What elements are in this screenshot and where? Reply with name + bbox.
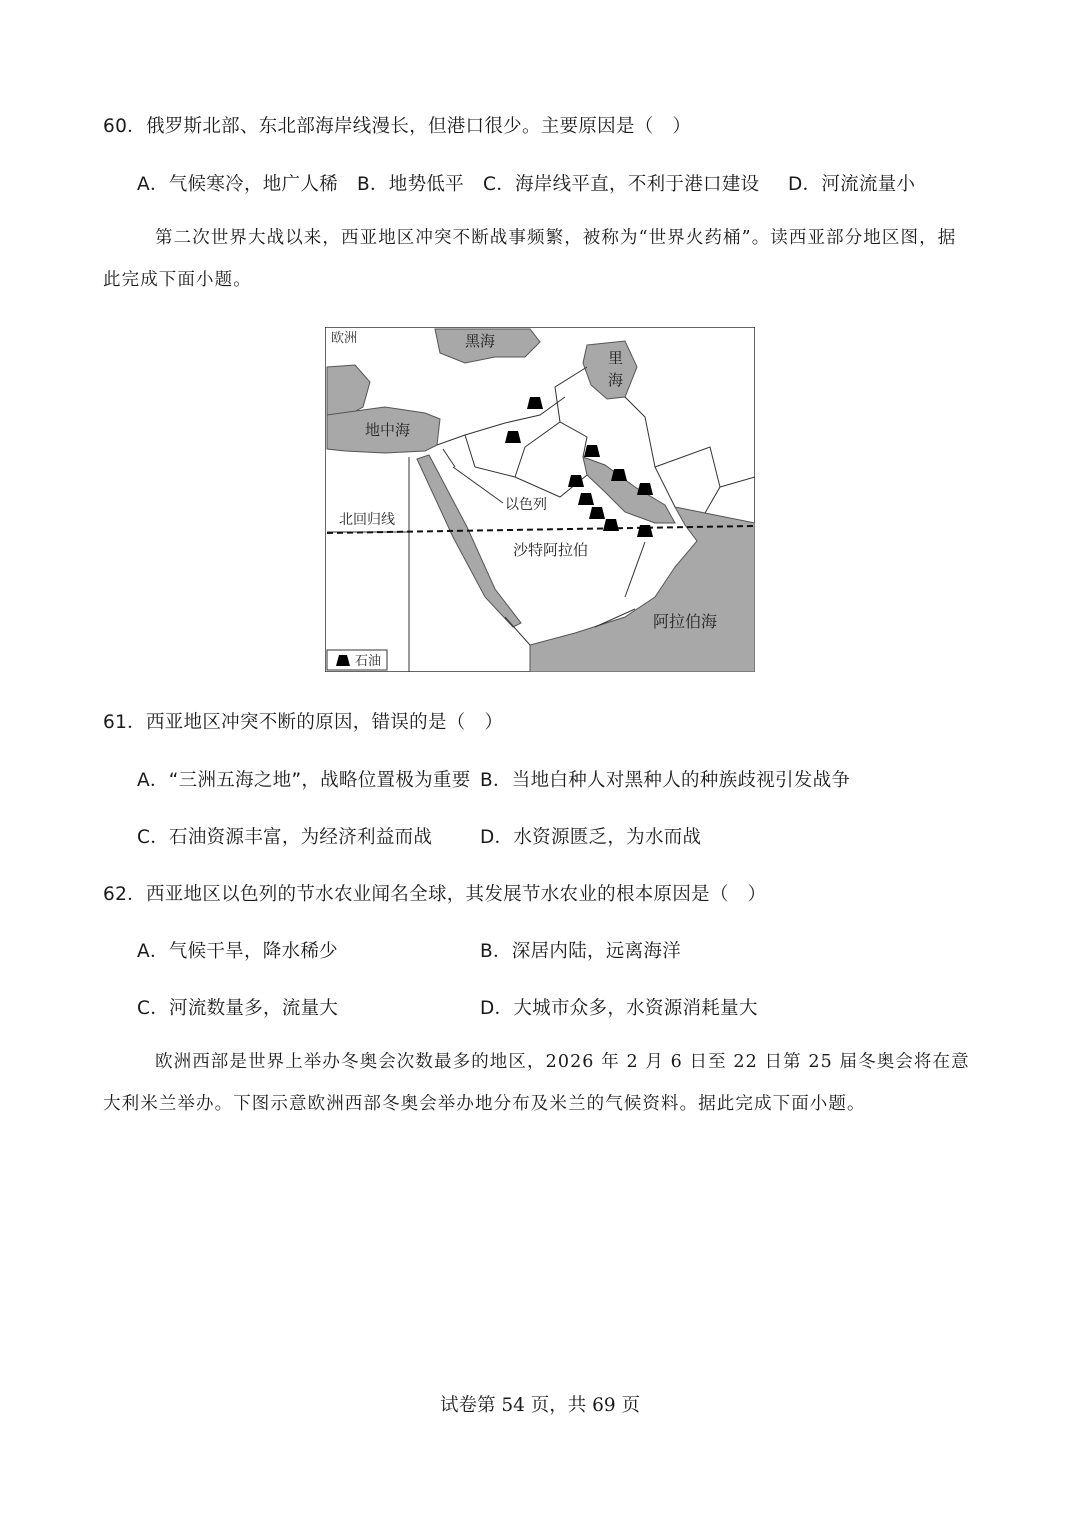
q61-option-b[interactable]: B．当地白种人对黑种人的种族歧视引发战争	[480, 770, 851, 791]
q60-option-b[interactable]: B．地势低平	[357, 174, 464, 195]
question-61-stem: 61．西亚地区冲突不断的原因，错误的是（ ）	[103, 712, 504, 733]
question-60-stem: 60．俄罗斯北部、东北部海岸线漫长，但港口很少。主要原因是（ ）	[103, 116, 692, 137]
label-saudi: 沙特阿拉伯	[513, 541, 589, 559]
europe-intro: 欧洲西部是世界上举办冬奥会次数最多的地区，2026 年 2 月 6 日至 22 日第 25 届冬奥会将在意大利米兰举办。下图示意欧洲西部冬奥会举办地分布及米兰的气候资料。据此完成下面小题。	[103, 1052, 970, 1114]
q61-option-d[interactable]: D．水资源匮乏，为水而战	[480, 827, 702, 848]
page-footer: 试卷第 54 页，共 69 页	[439, 1395, 641, 1416]
label-europe: 欧洲	[331, 331, 358, 346]
q62-option-d[interactable]: D．大城市众多，水资源消耗量大	[480, 998, 758, 1019]
q61-option-a[interactable]: A．“三洲五海之地”，战略位置极为重要	[137, 770, 471, 791]
label-arabian-sea: 阿拉伯海	[653, 612, 718, 631]
label-israel: 以色列	[505, 497, 547, 513]
label-mediterranean: 地中海	[365, 421, 411, 439]
question-62-stem: 62．西亚地区以色列的节水农业闻名全球，其发展节水农业的根本原因是（ ）	[103, 884, 767, 905]
label-caspian-2: 海	[608, 371, 624, 389]
label-caspian-1: 里	[608, 349, 624, 367]
q62-option-c[interactable]: C．河流数量多，流量大	[137, 998, 339, 1019]
legend-label: 石油	[355, 654, 382, 669]
q62-option-a[interactable]: A．气候干旱，降水稀少	[137, 941, 338, 962]
west-asia-map	[325, 327, 755, 672]
label-tropic: 北回归线	[339, 512, 395, 528]
q61-option-c[interactable]: C．石油资源丰富，为经济利益而战	[137, 827, 433, 848]
west-asia-intro: 第二次世界大战以来，西亚地区冲突不断战事频繁，被称为“世界火药桶”。读西亚部分地区图，据此完成下面小题。	[103, 228, 957, 290]
q60-option-d[interactable]: D．河流流量小	[788, 174, 916, 195]
q62-option-b[interactable]: B．深居内陆，远离海洋	[480, 941, 681, 962]
q60-option-a[interactable]: A．气候寒冷，地广人稀	[137, 174, 338, 195]
label-black-sea: 黑海	[465, 332, 496, 350]
q60-option-c[interactable]: C．海岸线平直，不利于港口建设	[483, 174, 760, 195]
